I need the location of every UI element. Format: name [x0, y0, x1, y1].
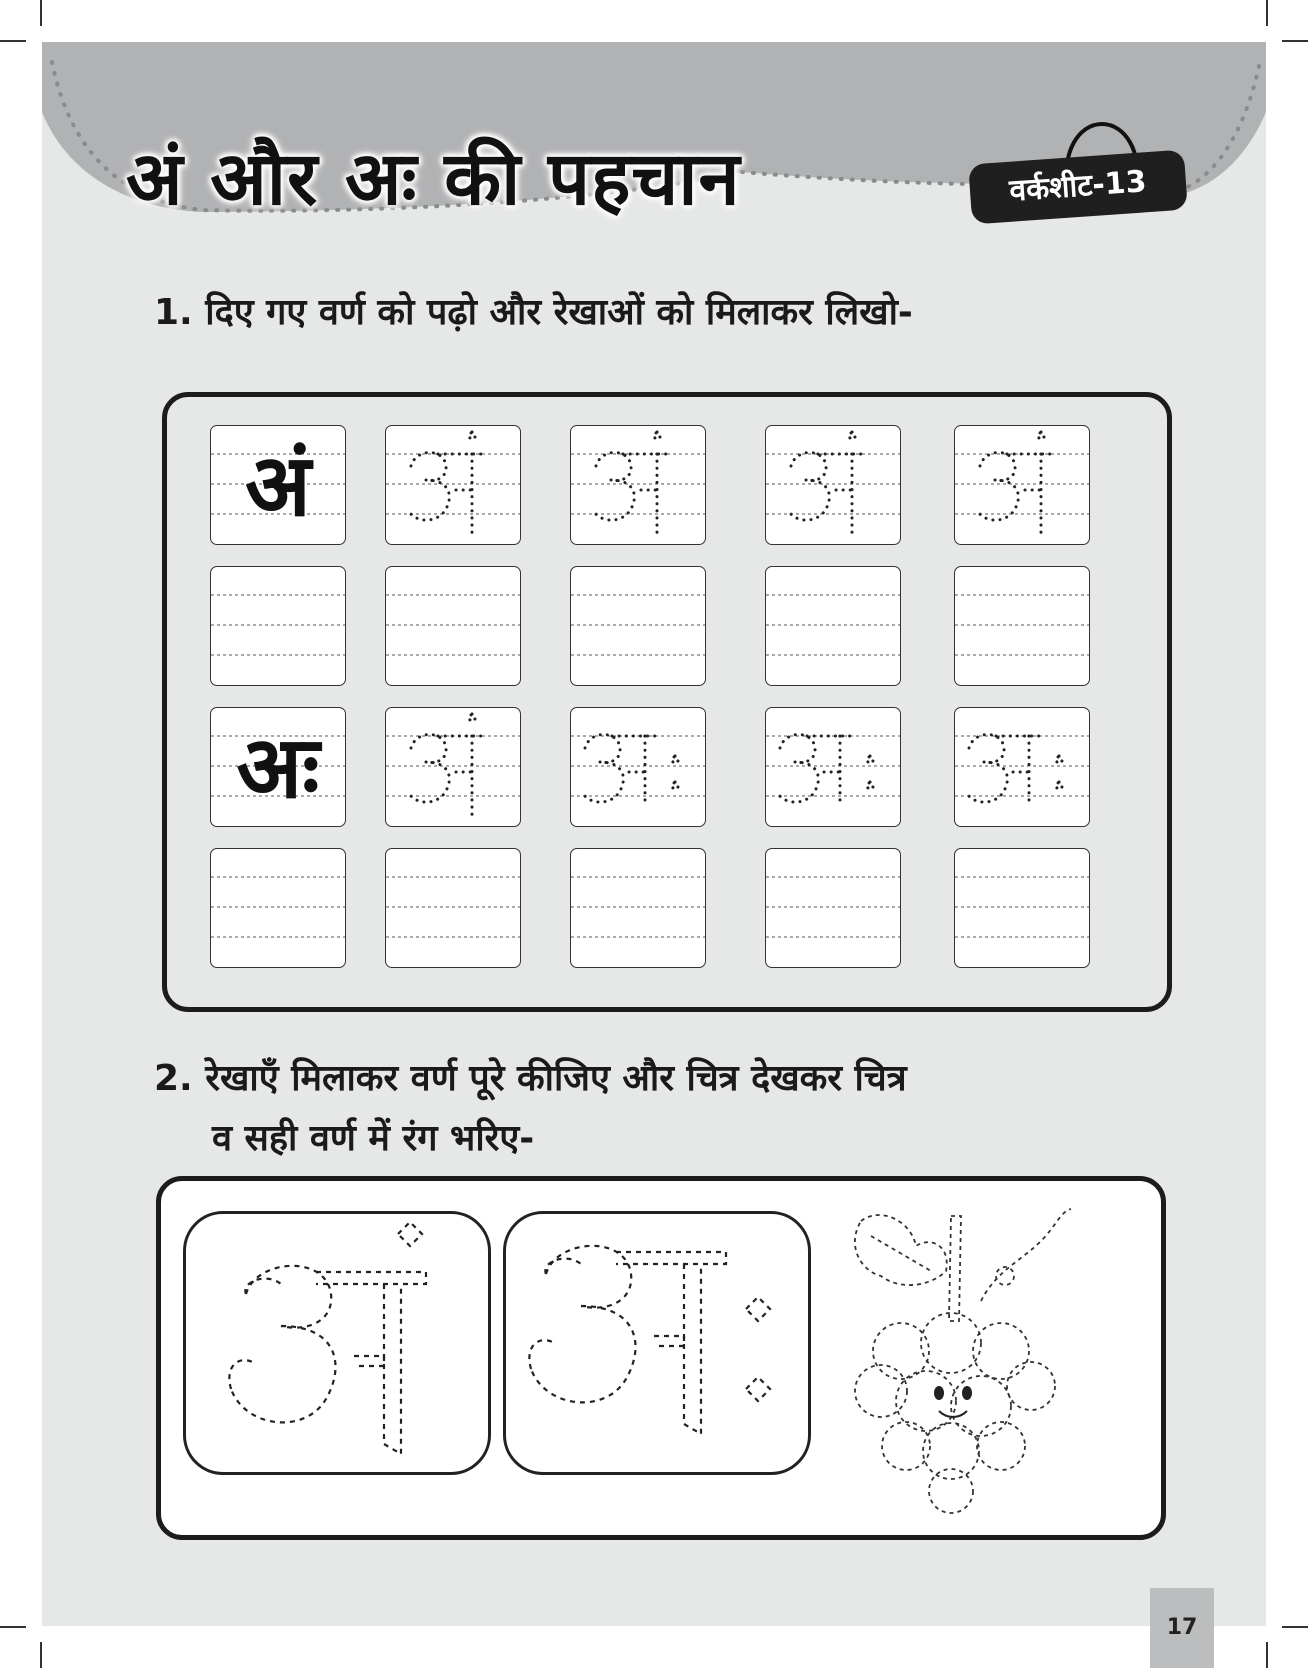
dotted-stroke — [411, 453, 446, 481]
dotted-stroke — [671, 756, 679, 764]
dotted-stroke — [653, 432, 661, 440]
dotted-stroke — [468, 432, 476, 440]
trace-letter-anusvara-tile[interactable] — [183, 1211, 491, 1475]
crop-mark — [40, 0, 42, 26]
dotted-stroke — [848, 432, 856, 440]
dotted-stroke — [596, 453, 631, 481]
trace-cell[interactable] — [570, 425, 706, 545]
dotted-stroke — [866, 782, 874, 790]
writing-cell[interactable] — [385, 566, 521, 686]
crop-mark — [1282, 1626, 1308, 1628]
dotted-stroke — [1055, 782, 1063, 790]
crop-mark — [0, 1626, 26, 1628]
dotted-letter-ah — [506, 1214, 808, 1472]
trace-cell[interactable] — [954, 707, 1090, 827]
page-number: 17 — [1150, 1588, 1214, 1668]
worksheet-badge: वर्कशीट-13 — [968, 150, 1188, 225]
coloring-panel — [156, 1176, 1166, 1540]
crop-mark — [1266, 0, 1268, 26]
dotted-letter-am — [186, 1214, 488, 1472]
exercise-2-instruction-cont: व सही वर्ण में रंग भरिए- — [212, 1118, 535, 1159]
writing-cell[interactable] — [954, 848, 1090, 968]
dotted-stroke — [780, 735, 815, 763]
trace-cell[interactable] — [385, 425, 521, 545]
dotted-stroke — [585, 735, 620, 763]
writing-cell[interactable] — [570, 566, 706, 686]
dotted-stroke — [411, 735, 446, 763]
dotted-stroke — [671, 782, 679, 790]
writing-cell[interactable] — [210, 566, 346, 686]
trace-cell[interactable] — [765, 425, 901, 545]
model-cell-visarga — [210, 707, 346, 827]
writing-cell[interactable] — [385, 848, 521, 968]
dotted-stroke — [980, 453, 1015, 481]
dotted-stroke — [791, 453, 826, 481]
page-title: अं और अः की पहचान — [126, 136, 741, 222]
dotted-stroke — [866, 756, 874, 764]
trace-cell[interactable] — [954, 425, 1090, 545]
dotted-stroke — [1037, 432, 1045, 440]
writing-cell[interactable] — [210, 848, 346, 968]
writing-cell[interactable] — [954, 566, 1090, 686]
trace-letter-visarga-tile[interactable] — [503, 1211, 811, 1475]
writing-cell[interactable] — [765, 566, 901, 686]
writing-cell[interactable] — [765, 848, 901, 968]
trace-cell[interactable] — [570, 707, 706, 827]
crop-mark — [1282, 40, 1308, 42]
crop-mark — [0, 40, 26, 42]
model-cell-anusvara — [210, 425, 346, 545]
crop-mark — [40, 1642, 42, 1668]
grapes-icon — [821, 1201, 1121, 1521]
dotted-stroke — [468, 714, 476, 722]
trace-cell[interactable] — [385, 707, 521, 827]
crop-mark — [1266, 1642, 1268, 1668]
writing-practice-panel — [162, 392, 1172, 1012]
dotted-stroke — [969, 735, 1004, 763]
dotted-stroke — [1055, 756, 1063, 764]
writing-cell[interactable] — [570, 848, 706, 968]
worksheet-page — [42, 42, 1266, 1640]
exercise-2-instruction: 2. रेखाएँ मिलाकर वर्ण पूरे कीजिए और चित्र देखकर चित्र — [154, 1058, 907, 1099]
model-letter: अं — [245, 436, 311, 536]
exercise-1-instruction: 1. दिए गए वर्ण को पढ़ो और रेखाओं को मिलाकर लिखो- — [154, 292, 913, 333]
trace-cell[interactable] — [765, 707, 901, 827]
model-letter: अः — [236, 718, 320, 818]
